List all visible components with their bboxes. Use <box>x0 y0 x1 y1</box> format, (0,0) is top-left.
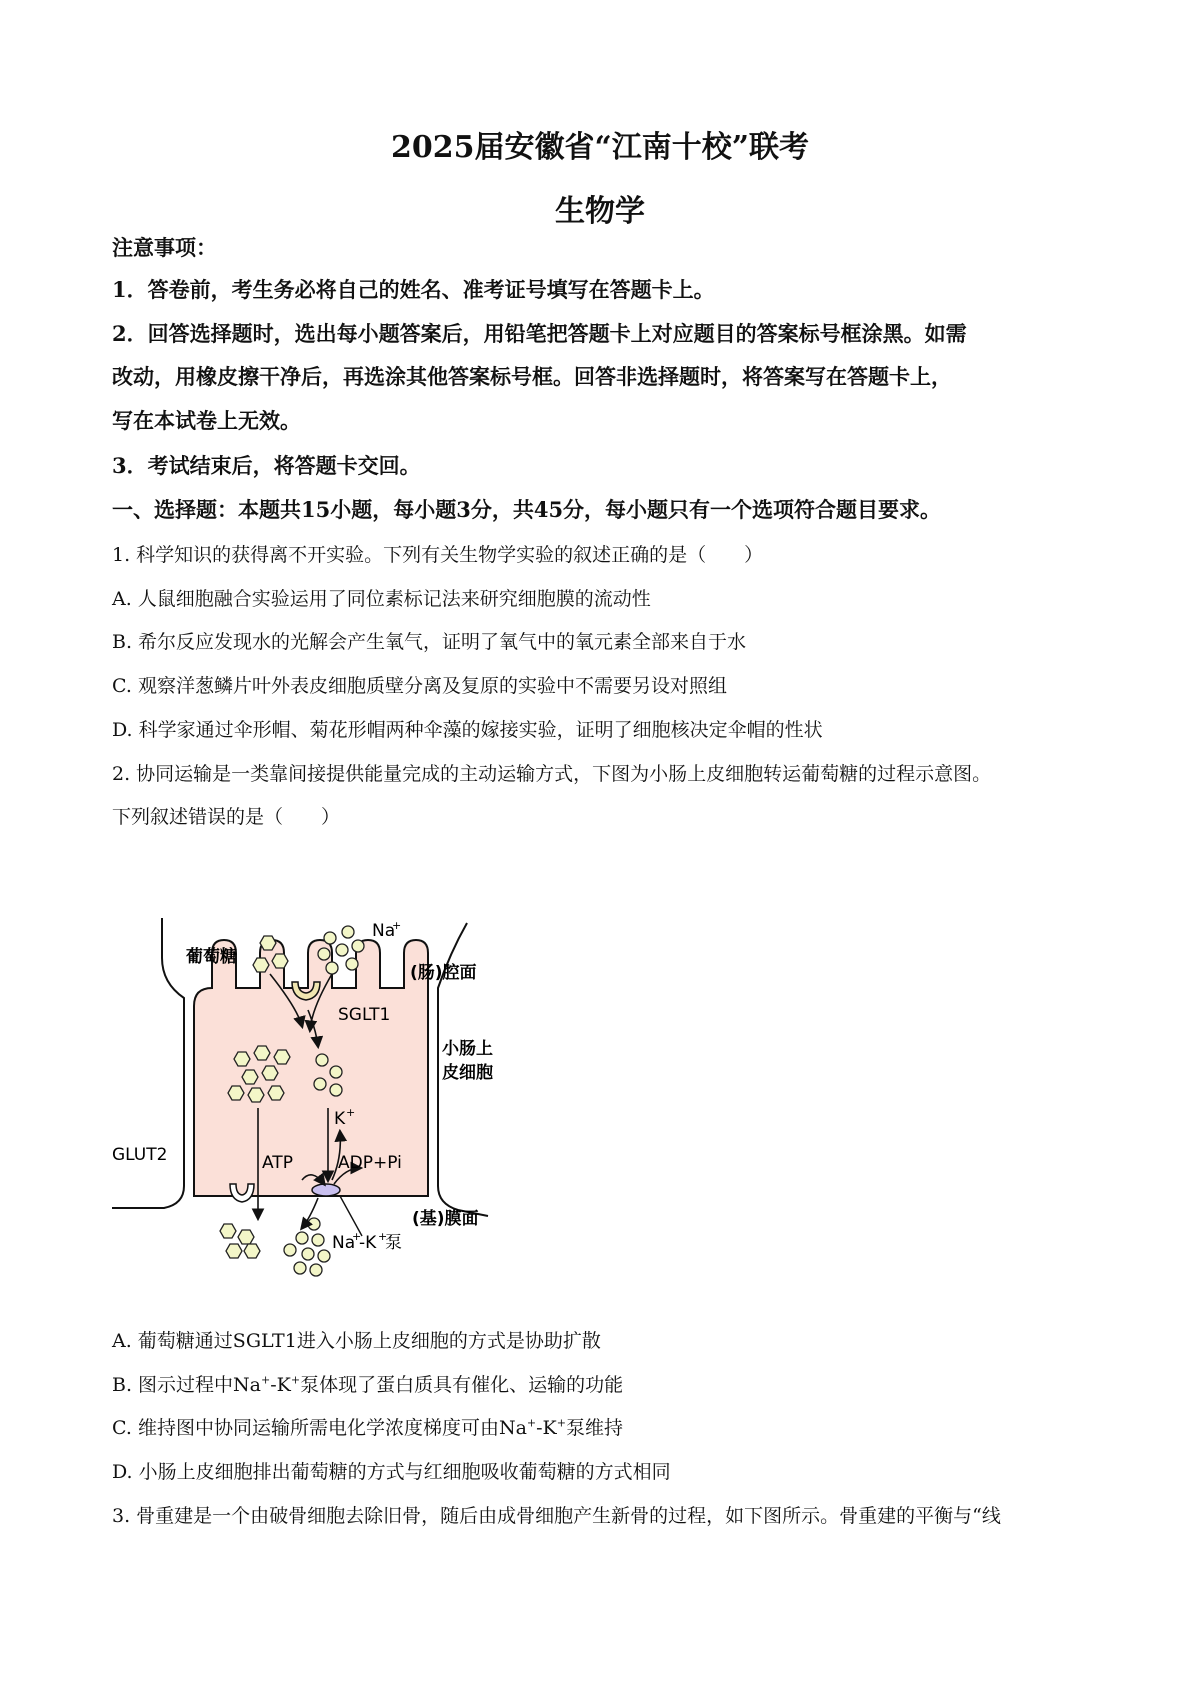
q2-option-c-sup1: + <box>526 1416 537 1430</box>
note-item-2-line-3: 写在本试卷上无效。 <box>112 408 301 433</box>
q1-option-a: A. 人鼠细胞融合实验运用了同位素标记法来研究细胞膜的流动性 <box>112 588 651 610</box>
q2-option-b-post: 泵体现了蛋白质具有催化、运输的功能 <box>300 1374 624 1396</box>
label-k: K <box>334 1109 346 1129</box>
label-atp: ATP <box>262 1153 293 1173</box>
q1-stem: 1. 科学知识的获得离不开实验。下列有关生物学实验的叙述正确的是（ ） <box>112 544 764 566</box>
note-item-2-line-1: 2．回答选择题时，选出每小题答案后，用铅笔把答题卡上对应题目的答案标号框涂黑。如需 <box>112 321 967 346</box>
label-pump-na: Na <box>332 1233 356 1253</box>
q2-option-b-mid: -K <box>270 1374 291 1396</box>
q1-option-d: D. 科学家通过伞形帽、菊花形帽两种伞藻的嫁接实验，证明了细胞核决定伞帽的性状 <box>112 719 823 741</box>
label-pump-suffix: 泵 <box>385 1233 402 1253</box>
note-item-3: 3．考试结束后，将答题卡交回。 <box>112 453 421 478</box>
label-k-plus: + <box>346 1106 356 1119</box>
note-item-1: 1．答卷前，考生务必将自己的姓名、准考证号填写在答题卡上。 <box>112 277 715 302</box>
label-pump-k: -K <box>359 1233 377 1253</box>
label-glut2: GLUT2 <box>112 1145 168 1165</box>
q2-option-c-sup2: + <box>556 1416 566 1430</box>
section-heading: 一、选择题：本题共15小题，每小题3分，共45分，每小题只有一个选项符合题目要求。 <box>112 497 942 522</box>
label-pump-na-plus: + <box>352 1230 362 1243</box>
label-sglt1: SGLT1 <box>338 1005 391 1025</box>
label-na-plus: + <box>392 919 402 932</box>
q2-option-a: A. 葡萄糖通过SGLT1进入小肠上皮细胞的方式是协助扩散 <box>112 1330 601 1352</box>
label-lumen: (肠)腔面 <box>410 963 477 983</box>
label-basal: (基)膜面 <box>412 1209 479 1229</box>
q2-option-c-pre: C. 维持图中协同运输所需电化学浓度梯度可由Na <box>112 1417 527 1439</box>
label-cell-2: 皮细胞 <box>442 1063 493 1083</box>
glucose-transport-diagram <box>112 918 572 1288</box>
q2-option-d: D. 小肠上皮细胞排出葡萄糖的方式与红细胞吸收葡萄糖的方式相同 <box>112 1461 671 1483</box>
q2-stem-line-1: 2. 协同运输是一类靠间接提供能量完成的主动运输方式，下图为小肠上皮细胞转运葡萄糖的过程示意图。 <box>112 763 992 785</box>
label-glucose: 葡萄糖 <box>186 947 237 967</box>
q3-stem: 3. 骨重建是一个由破骨细胞去除旧骨，随后由成骨细胞产生新骨的过程，如下图所示。骨重建的平衡与“线 <box>112 1505 1001 1527</box>
q2-option-c <box>112 1413 1102 1440</box>
q2-option-b-sup1: + <box>261 1373 271 1387</box>
q2-option-b-pre: B. 图示过程中Na <box>112 1374 261 1396</box>
subject-title: 生物学 <box>555 194 645 229</box>
q2-option-c-mid: -K <box>536 1417 557 1439</box>
label-pump-k-plus: + <box>378 1230 388 1243</box>
note-item-2-line-2: 改动，用橡皮擦干净后，再选涂其他答案标号框。回答非选择题时，将答案写在答题卡上， <box>112 364 952 389</box>
q2-stem-line-2: 下列叙述错误的是（ ） <box>112 806 341 828</box>
label-na: Na <box>372 921 396 941</box>
notes-heading: 注意事项： <box>112 235 217 260</box>
exam-title: 2025届安徽省“江南十校”联考 <box>390 130 809 165</box>
q1-option-b: B. 希尔反应发现水的光解会产生氧气，证明了氧气中的氧元素全部来自于水 <box>112 631 747 653</box>
q2-option-c-post: 泵维持 <box>565 1417 623 1439</box>
na-k-pump <box>312 1184 340 1196</box>
q2-option-b <box>112 1370 1102 1397</box>
label-adp: ADP+Pi <box>338 1153 402 1173</box>
q1-option-c: C. 观察洋葱鳞片叶外表皮细胞质壁分离及复原的实验中不需要另设对照组 <box>112 675 727 697</box>
label-cell-1: 小肠上 <box>442 1039 493 1059</box>
q2-option-b-sup2: + <box>290 1373 301 1387</box>
